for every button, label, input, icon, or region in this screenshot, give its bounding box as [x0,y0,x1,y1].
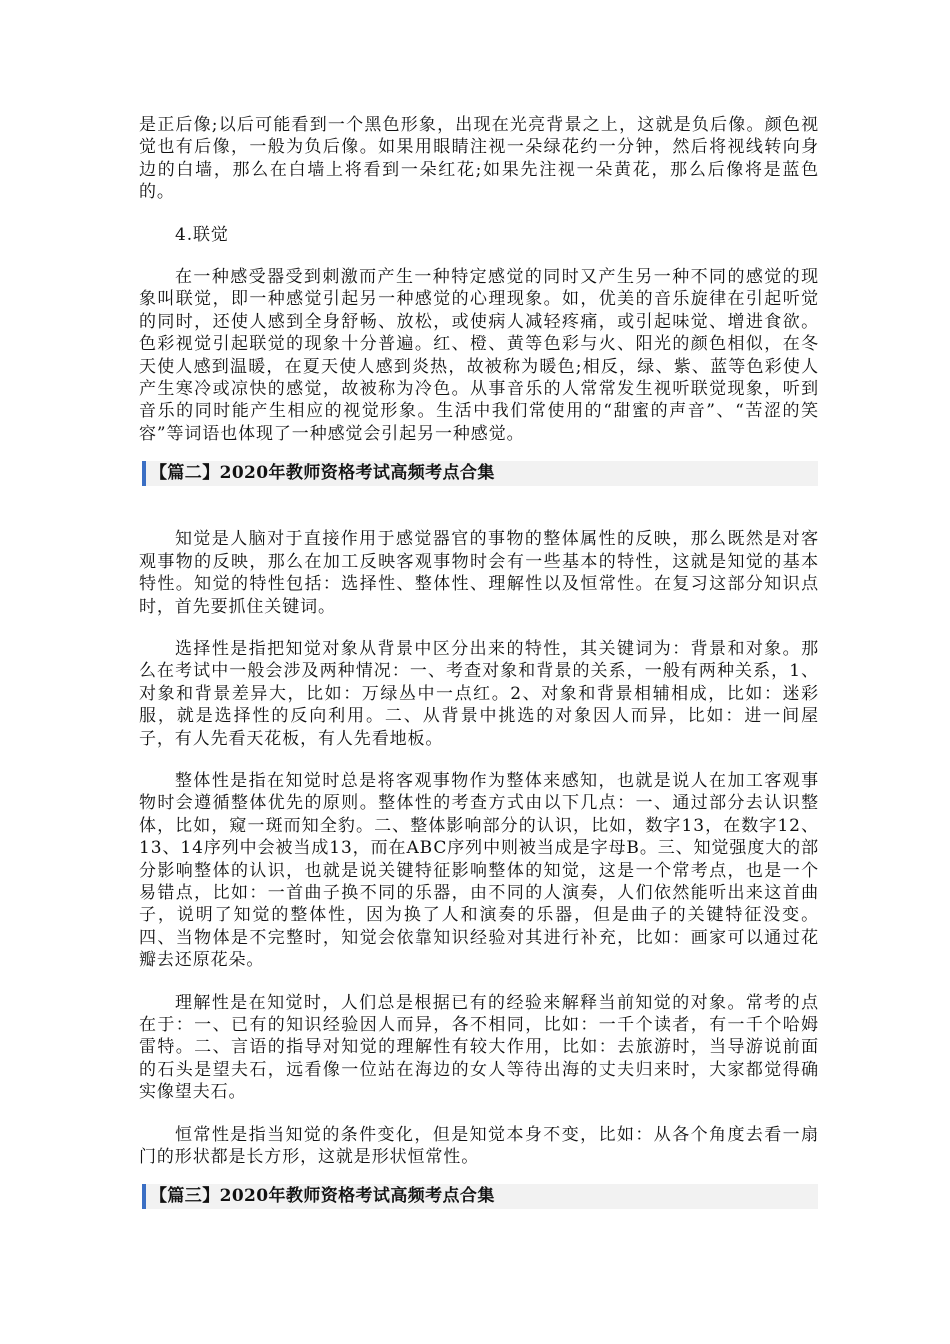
paragraph-synesthesia: 在一种感受器受到刺激而产生一种特定感觉的同时又产生另一种不同的感觉的现象叫联觉，即一种感觉引起另一种感觉的心理现象。如，优美的音乐旋律在引起听觉的同时，还使人感到全身舒畅、放松，或使病人减轻疼痛，或引起味觉、增进食欲。色彩视觉引起联觉的现象十分普遍。红、橙、黄等色彩与火、阳光的颜色相似，在冬天使人感到温暖，在夏天使人感到炎热，故被称为暖色;相反，绿、紫、蓝等色彩使人产生寒冷或凉快的感觉，故被称为冷色。从事音乐的人常常发生视听联觉现象，听到音乐的同时能产生相应的视觉形象。生活中我们常使用的“甜蜜的声音”、“苦涩的笑容”等词语也体现了一种感觉会引起另一种感觉。 [139,267,819,444]
paragraph-constancy: 恒常性是指当知觉的条件变化，但是知觉本身不变，比如：从各个角度去看一扇门的形状都是长方形，这就是形状恒常性。 [139,1124,819,1168]
paragraph-afterimage: 是正后像;以后可能看到一个黑色形象，出现在光亮背景之上，这就是负后像。颜色视觉也有后像，一般为负后像。如果用眼睛注视一朵绿花约一分钟，然后将视线转向身边的白墙，那么在白墙上将看到一朵红花;如果先注视一朵黄花，那么后像将是蓝色的。 [139,115,819,203]
document-content [139,114,819,1209]
paragraph-wholeness: 整体性是指在知觉时总是将客观事物作为整体来感知，也就是说人在加工客观事物时会遵循整体优先的原则。整体性的考查方式由以下几点：一、通过部分去认识整体，比如，窥一斑而知全豹。二、整体影响部分的认识，比如，数字13，在数字12、13、14序列中会被当成13，而在ABC序列中则被当成是字母B。三、知觉强度大的部分影响整体的认识，也就是说关键特征影响整体的知觉，这是一个常考点，也是一个易错点，比如：一首曲子换不同的乐器，由不同的人演奏，人们依然能听出来这首曲子，说明了知觉的整体性，因为换了人和演奏的乐器，但是曲子的关键特征没变。四、当物体是不完整时，知觉会依靠知识经验对其进行补充，比如：画家可以通过花瓣去还原花朵。 [139,770,819,971]
section-heading-3: 【篇三】2020年教师资格考试高频考点合集 [142,1184,818,1209]
paragraph-understanding: 理解性是在知觉时，人们总是根据已有的经验来解释当前知觉的对象。常考的点在于：一、已有的知识经验因人而异，各不相同，比如：一千个读者，有一千个哈姆雷特。二、言语的指导对知觉的理解性有较大作用，比如：去旅游时，当导游说前面的石头是望夫石，远看像一位站在海边的女人等待出海的丈夫归来时，大家都觉得确实像望夫石。 [139,992,819,1103]
paragraph-selectivity: 选择性是指把知觉对象从背景中区分出来的特性，其关键词为：背景和对象。那么在考试中一般会涉及两种情况：一、考查对象和背景的关系，一般有两种关系，1、对象和背景差异大，比如：万绿丛中一点红。2、对象和背景相辅相成，比如：迷彩服，就是选择性的反向利用。二、从背景中挑选的对象因人而异，比如：进一间屋子，有人先看天花板，有人先看地板。 [139,638,819,749]
paragraph-perception-intro: 知觉是人脑对于直接作用于感觉器官的事物的整体属性的反映，那么既然是对客观事物的反映，那么在加工反映客观事物时会有一些基本的特性，这就是知觉的基本特性。知觉的特性包括：选择性、整体性、理解性以及恒常性。在复习这部分知识点时，首先要抓住关键词。 [139,529,819,617]
section-heading-2: 【篇二】2020年教师资格考试高频考点合集 [142,461,818,486]
subheading-synesthesia: 4.联觉 [175,224,229,245]
